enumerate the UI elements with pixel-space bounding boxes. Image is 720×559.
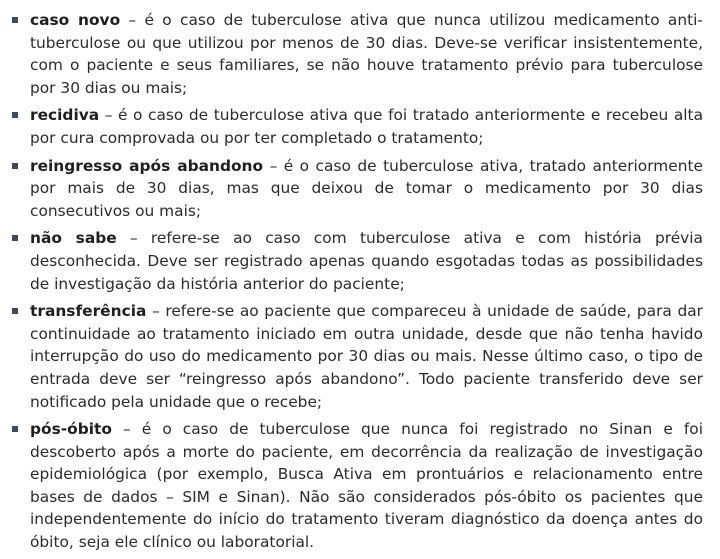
list-item-caso-novo [10, 9, 703, 99]
list-item-recidiva [10, 104, 703, 149]
list-item-transferencia [10, 300, 703, 413]
bullet-square-icon [12, 235, 18, 241]
bullet-square-icon [12, 112, 18, 118]
list-item-text: – é o caso de tuberculose ativa que foi tratado anteriormente e recebeu alta por cura comprovada ou por ter completado o tratamento; [30, 106, 703, 147]
list-item-term: não sabe [30, 229, 117, 248]
list-item-nao-sabe [10, 227, 703, 295]
list-item-term: recidiva [30, 106, 100, 125]
document-body [10, 9, 703, 559]
list-item-term: pós-óbito [30, 420, 112, 439]
list-item-term: caso novo [30, 11, 121, 29]
bullet-square-icon [12, 308, 18, 314]
list-item-text: – é o caso de tuberculose que nunca foi registrado no Sinan e foi descoberto após a morte do paciente, em decorrência da realização de investigação epidemiológica (por exemplo, Busca Ativa em prontuários e relacionamento entre bases de dados – SIM e Sinan). Não são considerados pós-óbito os pacientes que independentemente do início do tratamento tiveram diagnóstico da doença antes do óbito, seja ele clínico ou laboratorial. [30, 420, 703, 552]
bullet-square-icon [12, 426, 18, 432]
list-item-text: – refere-se ao paciente que compareceu à unidade de saúde, para dar continuidade ao tratamento iniciado em outra unidade, desde que não tenha havido interrupção do uso do medicamento por 30 dias ou mais. Nesse último caso, o tipo de entrada deve ser “reingresso após abandono”. Todo paciente transferido deve ser notificado pela unidade que o recebe; [30, 302, 703, 411]
bullet-square-icon [12, 163, 18, 169]
bullet-square-icon [12, 17, 18, 23]
list-item-pos-obito [10, 418, 703, 554]
list-item-reingresso [10, 155, 703, 223]
list-item-text: – refere-se ao caso com tuberculose ativa e com história prévia desconhecida. Deve ser registrado apenas quando esgotadas todas as possibilidades de investigação da história anterior do paciente; [30, 229, 703, 293]
list-item-term: reingresso após abandono [30, 156, 264, 175]
list-item-term: transferência [30, 302, 147, 321]
list-item-text: – é o caso de tuberculose ativa que nunca utilizou medicamento anti-tuberculose ou que utilizou por menos de 30 dias. Deve-se verificar insistentemente, com o paciente e seus familiares, se não houve tratamento prévio para tuberculose por 30 dias ou mais; [30, 11, 703, 97]
list-item-text: – é o caso de tuberculose ativa, tratado anteriormente por mais de 30 dias, mas que deixou de tomar o medicamento por 30 dias consecutivos ou mais; [30, 156, 704, 220]
